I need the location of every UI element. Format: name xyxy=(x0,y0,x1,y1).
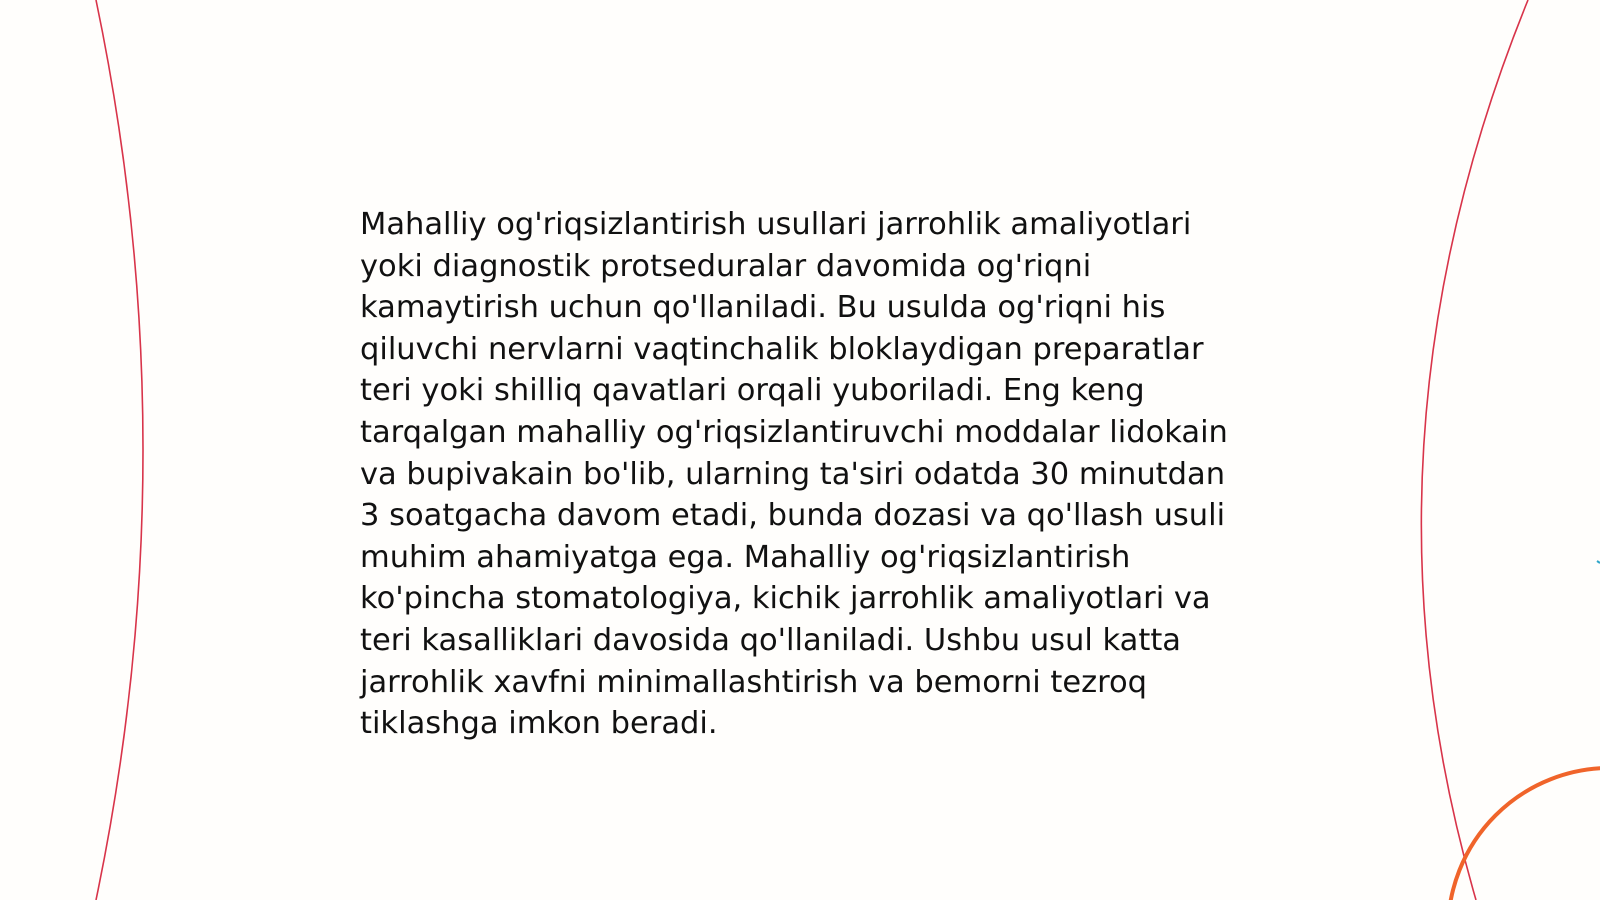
right-curve-line xyxy=(1421,0,1528,900)
left-curve-line xyxy=(96,0,143,900)
body-text: Mahalliy og'riqsizlantirish usullari jarrohlik amaliyotlari yoki diagnostik protseduralar davomida og'riqni kamaytirish uchun qo'llaniladi. Bu usulda og'riqni his qiluvchi nervlarni vaqtinchalik bloklaydigan preparatlar teri yoki shilliq qavatlari orqali yuboriladi. Eng keng tarqalgan mahalliy og'riqsizlantiruvchi moddalar lidokain va bupivakain bo'lib, ularning ta'siri odatda 30 minutdan 3 soatgacha davom etadi, bunda dozasi va qo'llash usuli muhim ahamiyatga ega. Mahalliy og'riqsizlantirish ko'pincha stomatologiya, kichik jarrohlik amaliyotlari va teri kasalliklari davosida qo'llaniladi. Ushbu usul katta jarrohlik xavfni minimallashtirish va bemorni tezroq tiklashga imkon beradi. xyxy=(360,207,1228,742)
